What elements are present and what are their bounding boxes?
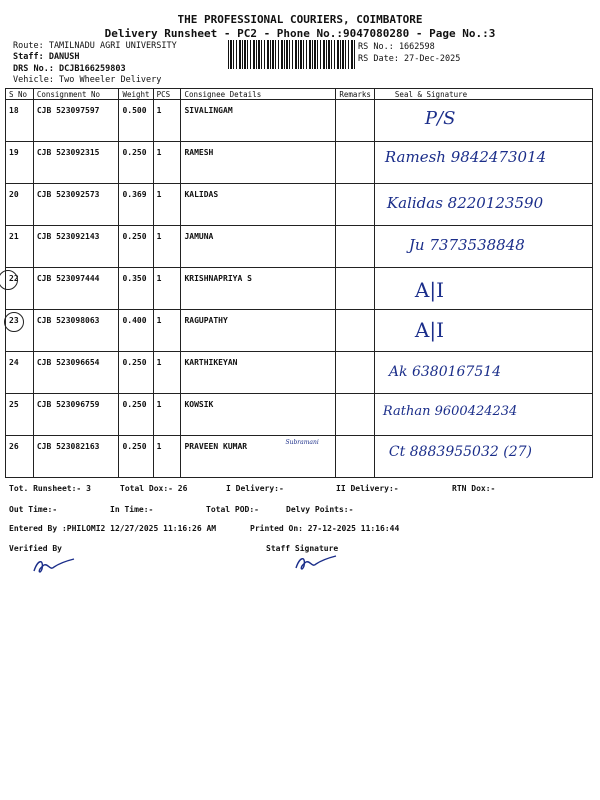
row-remarks bbox=[336, 184, 375, 226]
row-weight: 0.250 bbox=[119, 142, 153, 184]
row-consignment-no: CJB 523092143 bbox=[33, 226, 119, 268]
row-sno: 22 bbox=[9, 274, 19, 283]
row-sno: 23 bbox=[9, 316, 19, 325]
row-consignment-no: CJB 523096759 bbox=[33, 394, 119, 436]
row-sno: 21 bbox=[6, 226, 34, 268]
tot-runsheet: Tot. Runsheet:- 3 bbox=[9, 484, 91, 493]
row-remarks bbox=[336, 436, 375, 478]
row-pcs: 1 bbox=[153, 184, 181, 226]
row-weight: 0.500 bbox=[119, 100, 153, 142]
handwritten-note: Subramani bbox=[285, 439, 319, 446]
row-sno-cell bbox=[6, 310, 34, 352]
barcode-icon bbox=[228, 40, 356, 69]
total-dox: Total Dox:- 26 bbox=[120, 484, 188, 493]
row-pcs: 1 bbox=[153, 436, 181, 478]
delvy-points: Delvy Points:- bbox=[286, 505, 354, 514]
row-pcs: 1 bbox=[153, 268, 181, 310]
staff-label: Staff: DANUSH bbox=[13, 52, 80, 62]
vehicle-label: Vehicle: Two Wheeler Delivery bbox=[13, 75, 162, 85]
col-signature: Seal & Signature bbox=[374, 89, 592, 100]
company-title: THE PROFESSIONAL COURIERS, COIMBATORE bbox=[177, 13, 423, 26]
row-consignment-no: CJB 523092315 bbox=[33, 142, 119, 184]
row-consignee: KALIDAS bbox=[181, 184, 336, 226]
verified-by: Verified By bbox=[9, 544, 62, 553]
rs-number: RS No.: 1662598 bbox=[358, 42, 435, 52]
col-remarks: Remarks bbox=[336, 89, 375, 100]
row-pcs: 1 bbox=[153, 142, 181, 184]
row-remarks bbox=[336, 310, 375, 352]
row-pcs: 1 bbox=[153, 394, 181, 436]
handwritten-signature: Ju 7373538848 bbox=[408, 236, 525, 254]
verifier-signature-icon bbox=[30, 555, 80, 577]
row-sno: 26 bbox=[6, 436, 34, 478]
table-row bbox=[6, 310, 593, 352]
row-signature-cell bbox=[374, 436, 592, 478]
staff-signature-icon bbox=[292, 552, 342, 574]
row-signature-cell bbox=[374, 268, 592, 310]
row-consignment-no: CJB 523096654 bbox=[33, 352, 119, 394]
row-consignment-no: CJB 523097444 bbox=[33, 268, 119, 310]
row-sno: 18 bbox=[6, 100, 34, 142]
row-weight: 0.400 bbox=[119, 310, 153, 352]
row-remarks bbox=[336, 268, 375, 310]
row-remarks bbox=[336, 226, 375, 268]
table-row bbox=[6, 268, 593, 310]
row-signature-cell bbox=[374, 394, 592, 436]
entered-by: Entered By :PHILOMI2 12/27/2025 11:16:26 AM bbox=[9, 524, 217, 533]
table-row bbox=[6, 184, 593, 226]
table-row bbox=[6, 352, 593, 394]
route-label: Route: TAMILNADU AGRI UNIVERSITY bbox=[13, 41, 177, 51]
row-consignment-no: CJB 523082163 bbox=[33, 436, 119, 478]
row-weight: 0.350 bbox=[119, 268, 153, 310]
row-signature-cell bbox=[374, 100, 592, 142]
row-consignee: JAMUNA bbox=[181, 226, 336, 268]
row-consignment-no: CJB 523097597 bbox=[33, 100, 119, 142]
handwritten-signature: Ak 6380167514 bbox=[388, 364, 502, 380]
row-consignment-no: CJB 523098063 bbox=[33, 310, 119, 352]
table-row bbox=[6, 100, 593, 142]
rtn-dox: RTN Dox:- bbox=[452, 484, 496, 493]
table-row bbox=[6, 142, 593, 184]
col-consignment: Consignment No bbox=[33, 89, 119, 100]
row-consignee: RAGUPATHY bbox=[181, 310, 336, 352]
row-remarks bbox=[336, 352, 375, 394]
row-remarks bbox=[336, 142, 375, 184]
row-weight: 0.250 bbox=[119, 352, 153, 394]
row-signature-cell bbox=[374, 352, 592, 394]
table-row bbox=[6, 226, 593, 268]
row-consignment-no: CJB 523092573 bbox=[33, 184, 119, 226]
row-weight: 0.250 bbox=[119, 436, 153, 478]
in-time: In Time:- bbox=[110, 505, 154, 514]
row-signature-cell bbox=[374, 142, 592, 184]
rs-date: RS Date: 27-Dec-2025 bbox=[358, 54, 461, 64]
handwritten-signature: Kalidas 8220123590 bbox=[386, 194, 544, 212]
row-pcs: 1 bbox=[153, 352, 181, 394]
printed-on: Printed On: 27-12-2025 11:16:44 bbox=[250, 524, 400, 533]
row-pcs: 1 bbox=[153, 310, 181, 352]
row-consignee-cell bbox=[181, 436, 336, 478]
row-sno-cell bbox=[6, 268, 34, 310]
row-remarks bbox=[336, 100, 375, 142]
col-consignee: Consignee Details bbox=[181, 89, 336, 100]
table-header-row bbox=[6, 89, 593, 100]
col-sno: S No bbox=[6, 89, 34, 100]
i-delivery: I Delivery:- bbox=[226, 484, 284, 493]
handwritten-signature: A|I bbox=[414, 318, 445, 342]
handwritten-signature: Rathan 9600424234 bbox=[382, 404, 518, 419]
row-remarks bbox=[336, 394, 375, 436]
handwritten-signature: Ramesh 9842473014 bbox=[384, 148, 547, 166]
circle-mark-icon bbox=[4, 312, 24, 332]
staff-signature-label: Staff Signature bbox=[266, 544, 339, 553]
row-consignee: SIVALINGAM bbox=[181, 100, 336, 142]
row-consignee: RAMESH bbox=[181, 142, 336, 184]
row-weight: 0.250 bbox=[119, 226, 153, 268]
handwritten-signature: Ct 8883955032 (27) bbox=[388, 444, 532, 460]
col-pcs: PCS bbox=[153, 89, 181, 100]
runsheet-subtitle: Delivery Runsheet - PC2 - Phone No.:9047080280 - Page No.:3 bbox=[104, 27, 496, 40]
row-signature-cell bbox=[374, 310, 592, 352]
row-sno: 19 bbox=[6, 142, 34, 184]
row-consignee: PRAVEEN KUMAR bbox=[184, 442, 248, 451]
row-consignee: KARTHIKEYAN bbox=[181, 352, 336, 394]
row-consignee: KOWSIK bbox=[181, 394, 336, 436]
table-row bbox=[6, 436, 593, 478]
row-sno: 20 bbox=[6, 184, 34, 226]
row-pcs: 1 bbox=[153, 226, 181, 268]
row-sno: 24 bbox=[6, 352, 34, 394]
col-weight: Weight bbox=[119, 89, 153, 100]
out-time: Out Time:- bbox=[9, 505, 58, 514]
ii-delivery: II Delivery:- bbox=[336, 484, 399, 493]
row-signature-cell bbox=[374, 226, 592, 268]
row-consignee: KRISHNAPRIYA S bbox=[181, 268, 336, 310]
row-pcs: 1 bbox=[153, 100, 181, 142]
row-weight: 0.250 bbox=[119, 394, 153, 436]
table-row bbox=[6, 394, 593, 436]
runsheet-table bbox=[5, 88, 593, 478]
row-signature-cell bbox=[374, 184, 592, 226]
row-sno: 25 bbox=[6, 394, 34, 436]
handwritten-signature: P/S bbox=[424, 108, 456, 129]
total-pod: Total POD:- bbox=[206, 505, 259, 514]
handwritten-signature: A|I bbox=[414, 278, 445, 302]
drs-number: DRS No.: DCJB166259803 bbox=[13, 64, 126, 74]
circle-mark-icon bbox=[0, 270, 18, 290]
row-weight: 0.369 bbox=[119, 184, 153, 226]
